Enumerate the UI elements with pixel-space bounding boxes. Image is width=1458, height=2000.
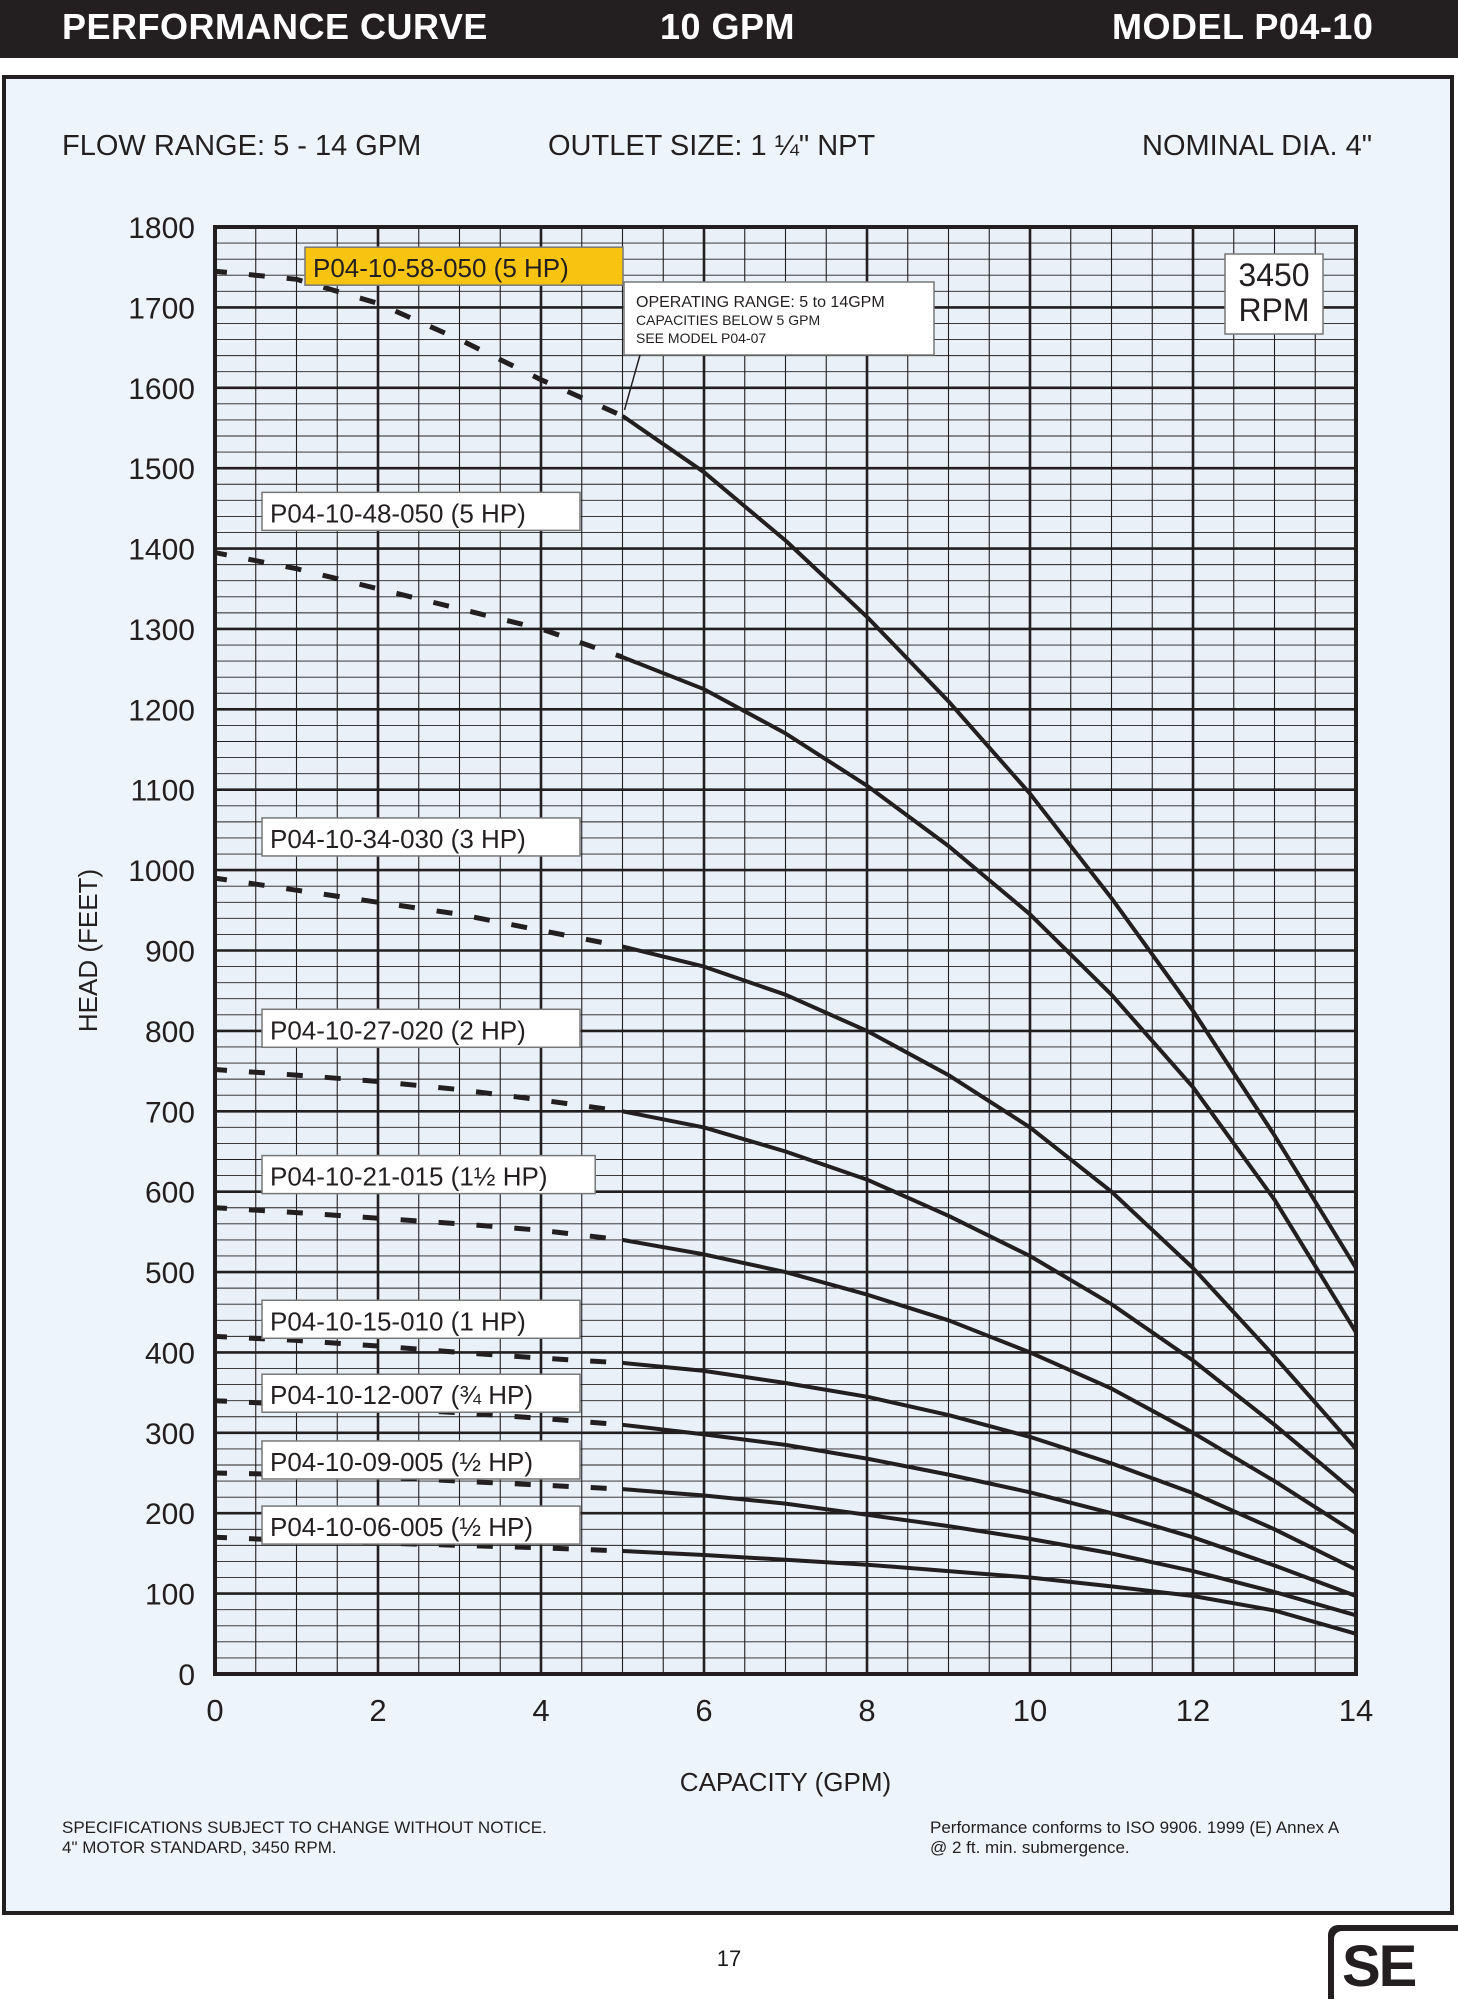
outlet-size-label: OUTLET SIZE: 1 ¼" NPT — [548, 130, 876, 162]
series-label: P04-10-09-005 (½ HP) — [270, 1446, 534, 1477]
y-tick-label: 1700 — [128, 292, 195, 326]
y-tick-label: 1100 — [130, 774, 195, 808]
series-label: P04-10-15-010 (1 HP) — [270, 1306, 526, 1337]
series-label: P04-10-27-020 (2 HP) — [270, 1015, 526, 1046]
y-tick-label: 1000 — [128, 855, 195, 889]
header-title: PERFORMANCE CURVE — [62, 6, 488, 47]
sei-logo — [1328, 1925, 1458, 1999]
y-tick-label: 900 — [144, 935, 195, 969]
header-model: MODEL P04-10 — [1112, 6, 1374, 47]
operating-range-text: CAPACITIES BELOW 5 GPM — [636, 312, 821, 328]
flow-range-label: FLOW RANGE: 5 - 14 GPM — [62, 130, 422, 162]
y-tick-label: 1400 — [128, 533, 195, 567]
y-tick-label: 600 — [144, 1176, 195, 1210]
series-label: P04-10-12-007 (¾ HP) — [270, 1380, 534, 1411]
y-tick-label: 1600 — [128, 372, 195, 406]
series-label: P04-10-34-030 (3 HP) — [270, 823, 526, 854]
y-tick-label: 500 — [144, 1257, 195, 1291]
operating-range-text: OPERATING RANGE: 5 to 14GPM — [636, 294, 885, 311]
y-axis-label: HEAD (FEET) — [73, 868, 103, 1033]
x-tick-label: 8 — [858, 1693, 876, 1728]
x-tick-label: 0 — [206, 1693, 224, 1728]
y-tick-label: 300 — [144, 1417, 195, 1451]
series-label: P04-10-48-050 (5 HP) — [270, 498, 526, 529]
y-tick-label: 800 — [144, 1015, 195, 1049]
y-tick-label: 1500 — [128, 453, 195, 487]
operating-range-text: SEE MODEL P04-07 — [636, 330, 767, 346]
y-tick-label: 100 — [144, 1578, 195, 1612]
x-tick-label: 4 — [532, 1693, 550, 1728]
x-tick-label: 12 — [1175, 1693, 1211, 1728]
y-tick-label: 700 — [144, 1096, 195, 1130]
header-flow: 10 GPM — [660, 6, 796, 47]
series-label: P04-10-06-005 (½ HP) — [270, 1512, 534, 1543]
spec-note: SPECIFICATIONS SUBJECT TO CHANGE WITHOUT NOTICE. 4" MOTOR STANDARD, 3450 RPM. — [62, 1818, 547, 1857]
x-axis-label: CAPACITY (GPM) — [679, 1767, 892, 1797]
x-tick-label: 14 — [1338, 1693, 1374, 1728]
series-label: P04-10-21-015 (1½ HP) — [270, 1161, 548, 1192]
rpm-text: RPM — [1238, 292, 1310, 328]
y-tick-label: 1300 — [128, 613, 195, 647]
y-tick-label: 200 — [144, 1498, 195, 1532]
y-tick-label: 0 — [178, 1659, 195, 1692]
rpm-text: 3450 — [1238, 257, 1310, 293]
page-number: 17 — [716, 1946, 742, 1971]
x-tick-label: 2 — [369, 1693, 387, 1728]
logo-text: SE — [1342, 1934, 1416, 1999]
iso-note: Performance conforms to ISO 9906. 1999 (E) Annex A @ 2 ft. min. submergence. — [930, 1818, 1340, 1857]
x-tick-label: 10 — [1012, 1693, 1048, 1728]
y-tick-label: 1200 — [128, 694, 195, 728]
x-tick-label: 6 — [695, 1693, 713, 1728]
nominal-dia-label: NOMINAL DIA. 4" — [1142, 130, 1372, 162]
y-tick-label: 400 — [144, 1337, 195, 1371]
y-tick-label: 1800 — [128, 212, 195, 245]
series-label: P04-10-58-050 (5 HP) — [313, 253, 569, 284]
